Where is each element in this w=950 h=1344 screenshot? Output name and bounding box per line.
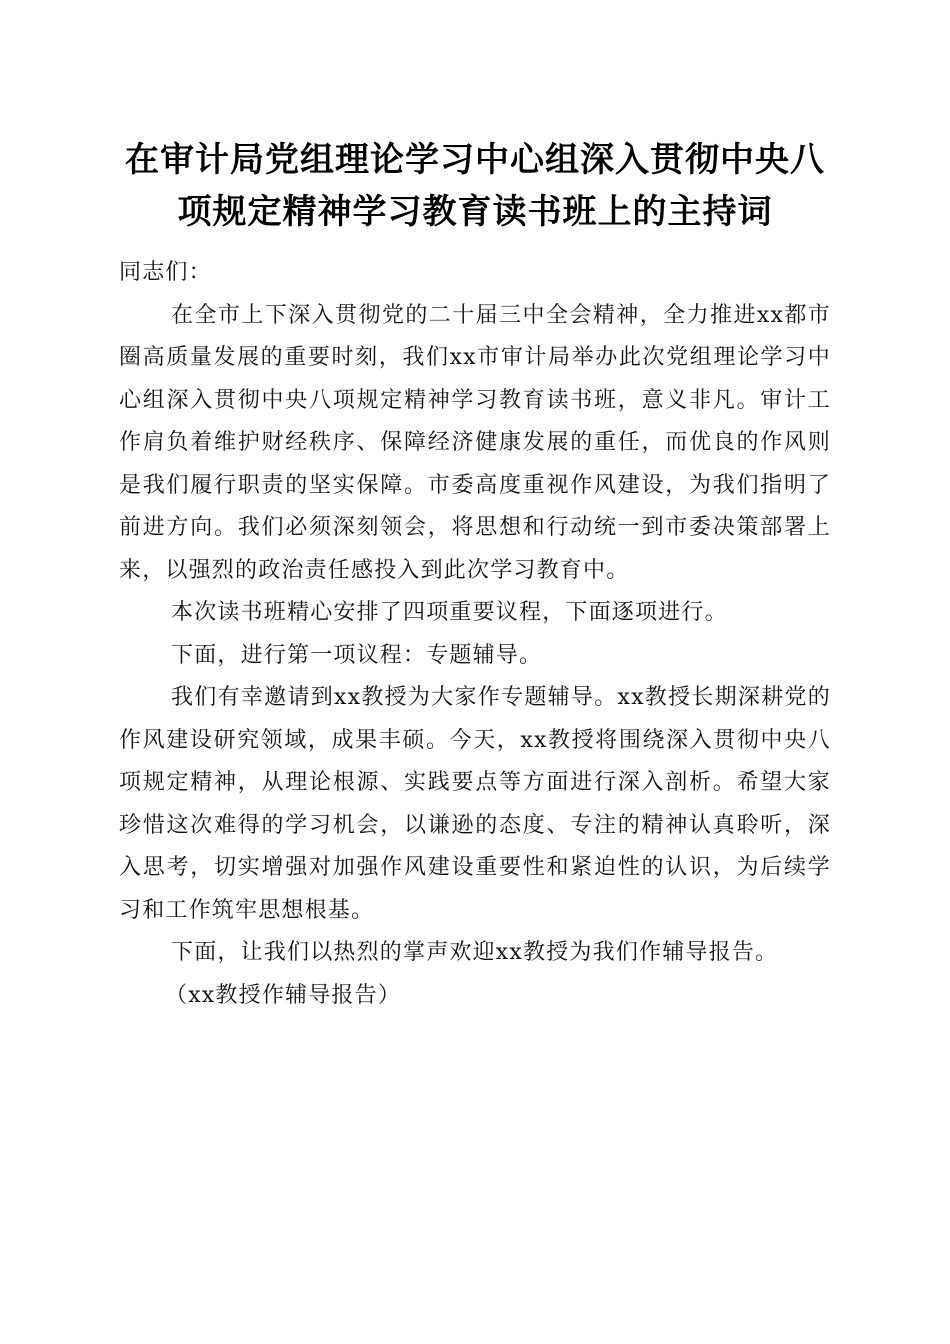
paragraph-guest-intro: 我们有幸邀请到xx教授为大家作专题辅导。xx教授长期深耕党的作风建设研究领域，成果丰硕。今天，xx教授将围绕深入贯彻中央八项规定精神，从理论根源、实践要点等方面进行深入剖析。希望大家珍惜这次难得的学习机会，以谦逊的态度、专注的精神认真聆听，深入思考，切实增强对加强作风建设重要性和紧迫性的认识，为后续学习和工作筑牢思想根基。 <box>119 685 831 923</box>
document-body <box>119 252 831 1017</box>
paragraph-opening: 在全市上下深入贯彻党的二十届三中全会精神，全力推进xx都市圈高质量发展的重要时刻，我们xx市审计局举办此次党组理论学习中心组深入贯彻中央八项规定精神学习教育读书班，意义非凡。审计工作肩负着维护财经秩序、保障经济健康发展的重任，而优良的作风则是我们履行职责的坚实保障。市委高度重视作风建设，为我们指明了前进方向。我们必须深刻领会，将思想和行动统一到市委决策部署上来，以强烈的政治责任感投入到此次学习教育中。 <box>119 302 831 583</box>
stage-note: （xx教授作辅导报告） <box>165 982 402 1008</box>
title-line-1: 在审计局党组理论学习中心组深入贯彻中央八 <box>125 140 825 180</box>
paragraph-applause: 下面，让我们以热烈的掌声欢迎xx教授为我们作辅导报告。 <box>171 940 779 965</box>
salutation: 同志们： <box>119 260 212 285</box>
title-line-2: 项规定精神学习教育读书班上的主持词 <box>177 192 773 232</box>
paragraph-first-item: 下面，进行第一项议程：专题辅导。 <box>171 642 543 668</box>
document-title <box>110 134 840 238</box>
paragraph-agenda: 本次读书班精心安排了四项重要议程，下面逐项进行。 <box>171 600 728 625</box>
